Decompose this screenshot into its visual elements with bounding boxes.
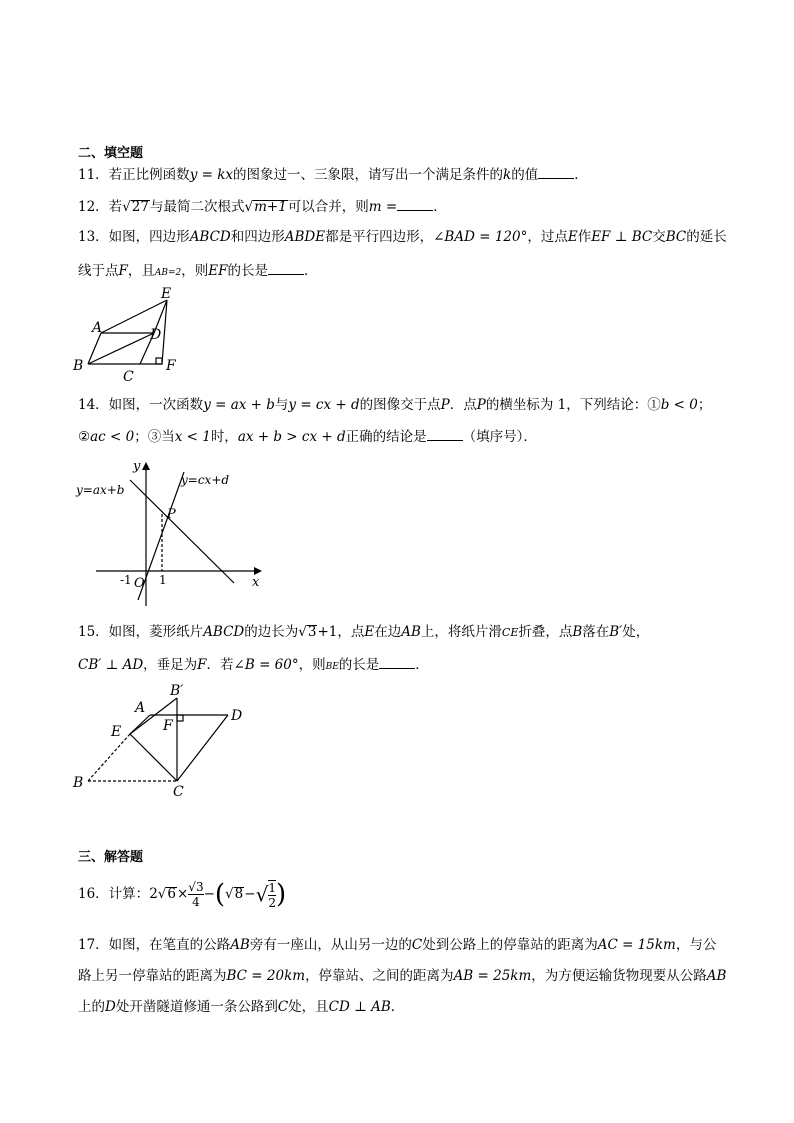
- label-x-axis: x: [252, 575, 260, 590]
- label-neg1: -1: [120, 573, 132, 587]
- y-axis-arrow: [142, 462, 150, 470]
- section-title-solve: 三、解答题: [78, 850, 144, 865]
- seg-EC: [130, 734, 177, 781]
- label-A: A: [92, 320, 103, 336]
- fraction-1-over-2: $\frac{1}{2}$: [268, 880, 276, 910]
- question-14-line-2: ②ac < 0；③当x < 1时，ax + b > cx + d正确的结论是 （填序号）．: [78, 426, 537, 446]
- label-D: D: [150, 327, 162, 343]
- label-O: O: [134, 576, 145, 591]
- label-F: F: [163, 718, 173, 734]
- answer-blank[interactable]: [427, 426, 463, 441]
- label-C: C: [123, 369, 134, 384]
- label-P: P: [167, 507, 176, 522]
- question-11: 11．若正比例函数y = kx的图象过一、三象限，请写出一个满足条件的k的值 ．: [78, 164, 588, 184]
- right-angle-mark: [177, 715, 183, 721]
- question-14-line-1: 14．如图，一次函数y = ax + b与y = cx + d的图像交于点P．点P的横坐标为 1，下列结论：①b < 0；: [78, 397, 712, 413]
- seg-DC: [177, 715, 228, 781]
- figure-q13: [70, 282, 190, 384]
- label-D: D: [231, 708, 243, 724]
- label-Bp: B′: [170, 683, 184, 699]
- label-E: E: [111, 724, 122, 740]
- question-15-line-1: 15．如图，菱形纸片ABCD的边长为√3+1，点E在边AB上，将纸片滑CE折叠，点B落在B′处，: [78, 624, 650, 640]
- figure-q14: [74, 458, 274, 614]
- fraction-sqrt3-over-4: $\frac{√3}{4}$: [188, 880, 204, 909]
- right-angle-mark: [156, 358, 162, 364]
- label-C: C: [173, 784, 184, 800]
- figure-q15: [70, 680, 260, 802]
- label-y-axis: y: [133, 459, 141, 474]
- x-axis-arrow: [254, 567, 262, 575]
- label-one: 1: [159, 573, 167, 587]
- label-E: E: [161, 286, 172, 302]
- answer-blank[interactable]: [268, 260, 304, 275]
- answer-blank[interactable]: [379, 654, 415, 669]
- question-17-line-3: 上的D处开凿隧道修通一条公路到C处，且CD ⊥ AB．: [78, 999, 405, 1015]
- answer-blank[interactable]: [397, 196, 433, 211]
- question-17-line-2: 路上另一停靠站的距离为BC = 20km，停靠站、之间的距离为AB = 25km，为方便运输货物现要从公路AB: [78, 968, 727, 984]
- question-12: 12．若√27与最简二次根式√m+1可以合并，则m = ．: [78, 196, 447, 216]
- label-B: B: [73, 775, 84, 791]
- label-A: A: [135, 700, 146, 716]
- label-line-2: y=cx+d: [181, 473, 230, 487]
- label-line-1: y=ax+b: [76, 483, 125, 497]
- question-16: 16．计算：2√6× $\frac{√3}{4}$ −(√8−√ $\frac{1}{2}$ ): [78, 879, 287, 910]
- label-B: B: [73, 358, 84, 374]
- seg-BD: [88, 333, 154, 364]
- answer-blank[interactable]: [538, 164, 574, 179]
- question-17-line-1: 17．如图，在笔直的公路AB旁有一座山，从山另一边的C处到公路上的停靠站的距离为AC = 15km，与公: [78, 937, 717, 953]
- question-13-line-2: 线于点F，且AB=2，则EF的长是 ．: [78, 260, 318, 282]
- section-title-fill-in: 二、填空题: [78, 146, 144, 161]
- question-13-line-1: 13．如图，四边形ABCD和四边形ABDE都是平行四边形，∠BAD = 120°，过点E作EF ⊥ BC交BC的延长: [78, 229, 727, 245]
- label-F: F: [166, 358, 176, 374]
- question-15-line-2: CB′ ⊥ AD，垂足为F．若∠B = 60°，则BE的长是 ．: [78, 654, 429, 676]
- seg-EB-dashed: [88, 734, 130, 781]
